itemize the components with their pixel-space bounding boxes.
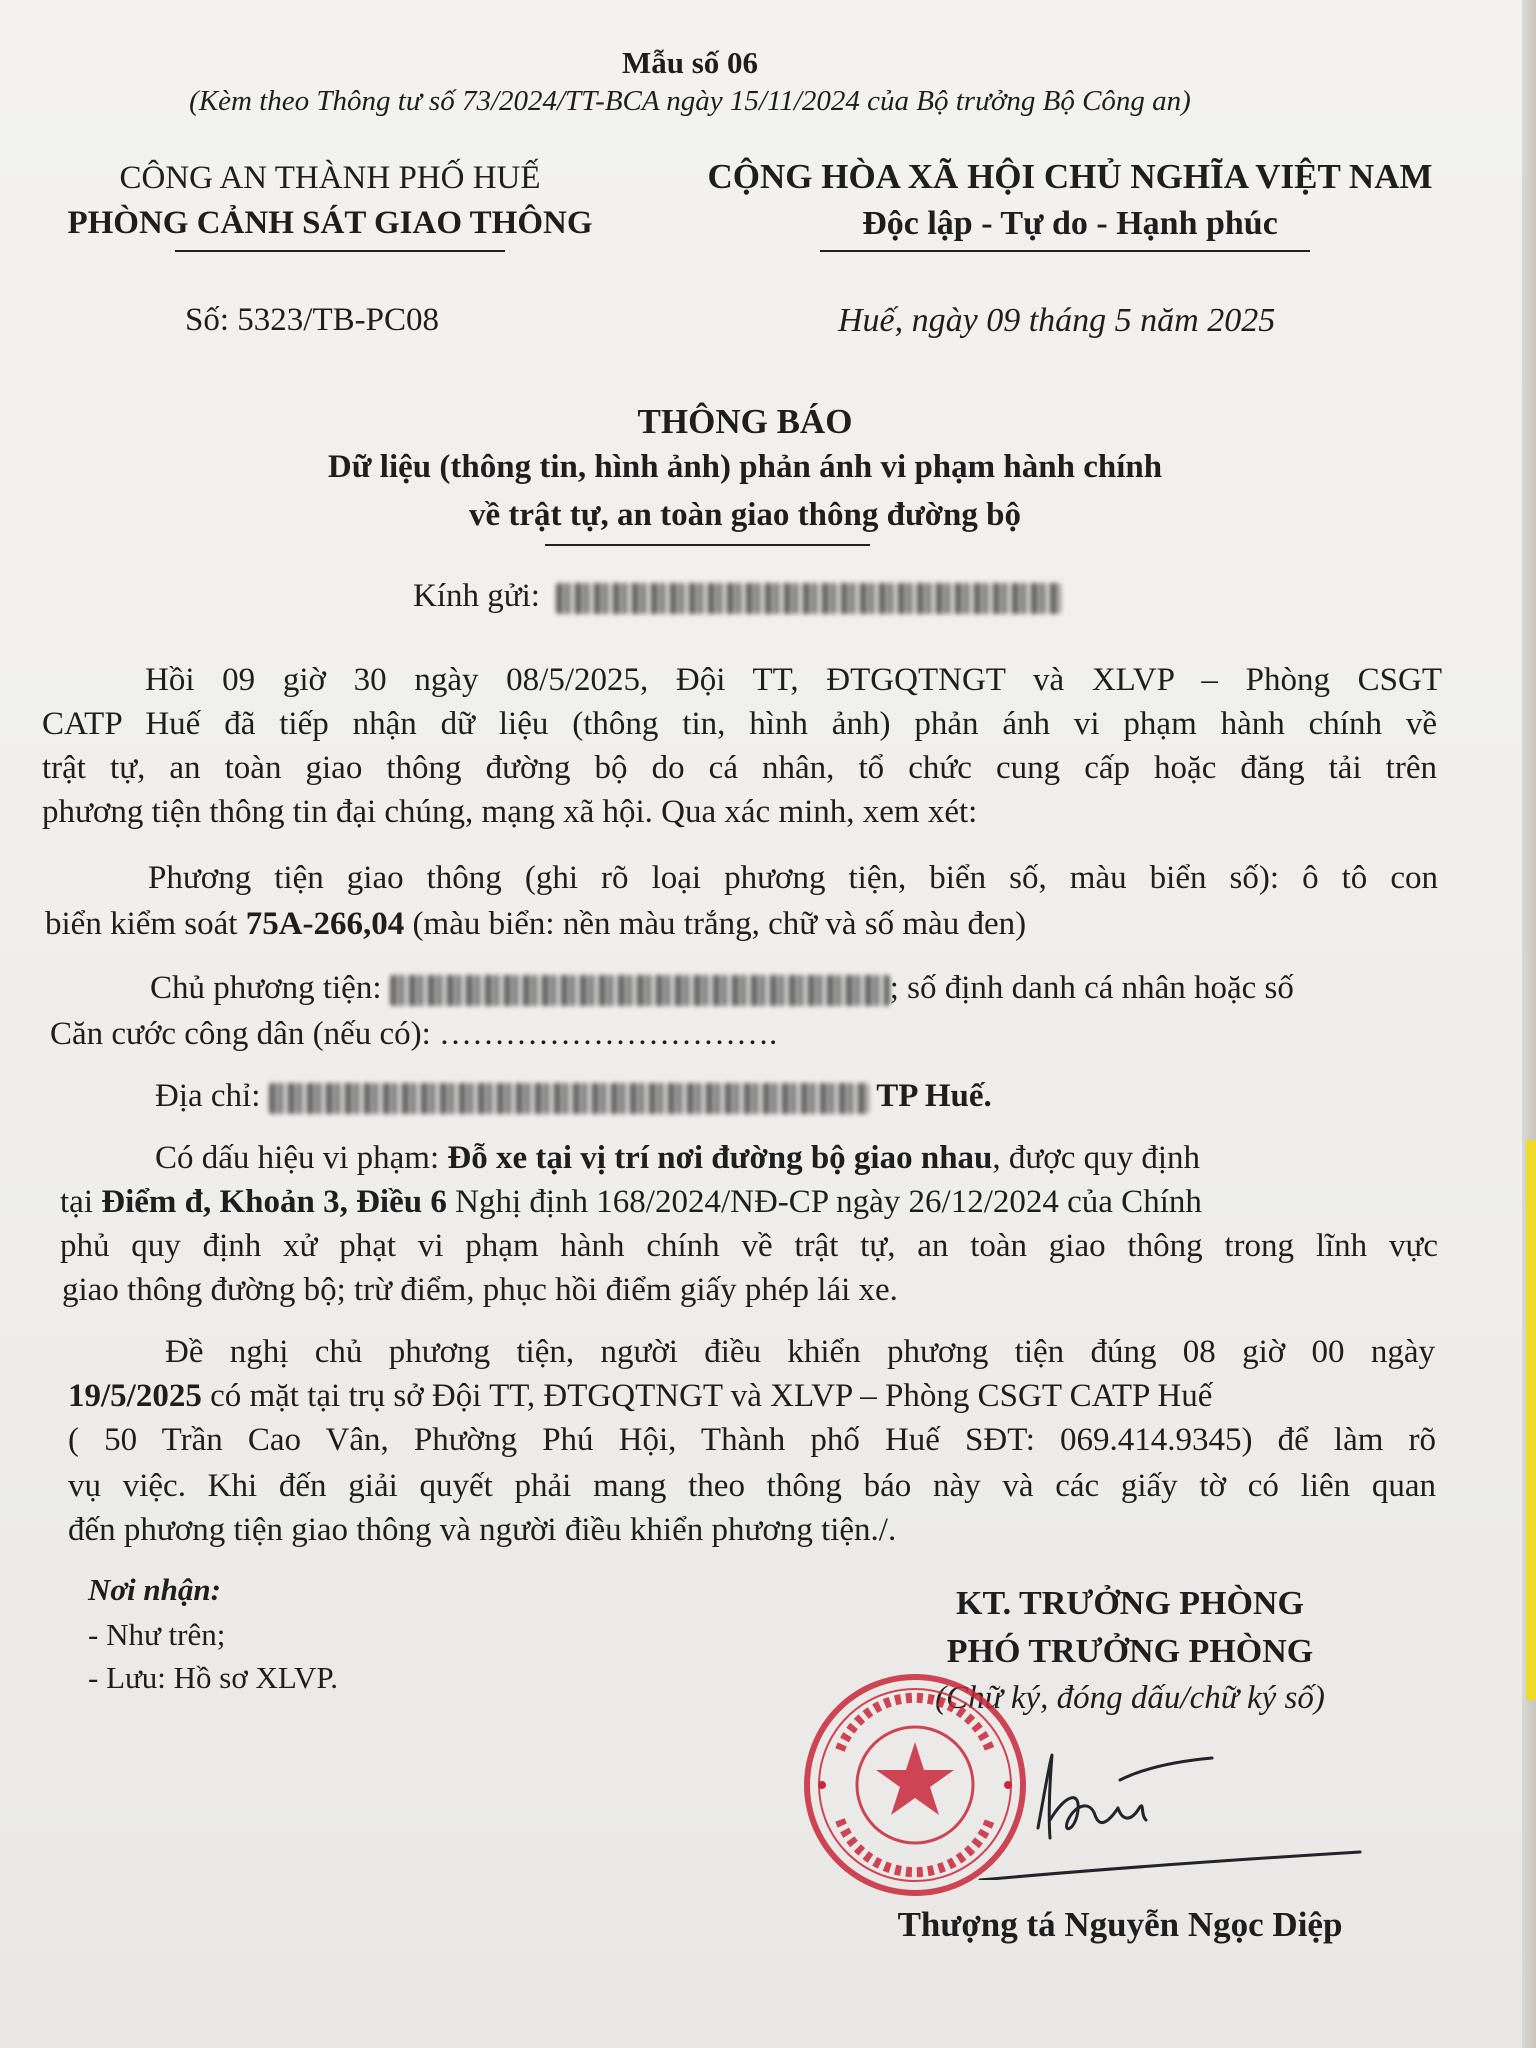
department-underline: [175, 250, 505, 252]
vehicle-line-2: biển kiểm soát 75A-266,04 (màu biển: nền màu trắng, chữ và số màu đen): [45, 906, 1027, 942]
paragraph-1-line-1: Hồi 09 giờ 30 ngày 08/5/2025, Đội TT, ĐTGQTNGT và XLVP – Phòng CSGT: [145, 662, 1442, 698]
law-line-3: giao thông đường bộ; trừ điểm, phục hồi điểm giấy phép lái xe.: [62, 1272, 898, 1308]
paragraph-1-line-2: CATP Huế đã tiếp nhận dữ liệu (thông tin, hình ảnh) phản ánh vi phạm hành chính về: [42, 706, 1437, 742]
law-line-2: phủ quy định xử phạt vi phạm hành chính về trật tự, an toàn giao thông trong lĩnh vực: [60, 1228, 1438, 1264]
appointment-date: 19/5/2025: [68, 1378, 202, 1414]
recipients-title: Nơi nhận:: [88, 1572, 221, 1607]
request-line-3: ( 50 Trần Cao Vân, Phường Phú Hội, Thành phố Huế SĐT: 069.414.9345) để làm rõ: [68, 1422, 1436, 1458]
violation-description: Đỗ xe tại vị trí nơi đường bộ giao nhau: [447, 1140, 993, 1176]
violation-line: Có dấu hiệu vi phạm: Đỗ xe tại vị trí nơi đường bộ giao nhau, được quy định: [155, 1140, 1201, 1176]
document-title: THÔNG BÁO: [637, 402, 853, 441]
signature-title-1: KT. TRƯỞNG PHÒNG: [956, 1585, 1304, 1622]
signer-name: Thượng tá Nguyễn Ngọc Diệp: [897, 1905, 1343, 1944]
form-number: Mẫu số 06: [621, 45, 759, 80]
redacted-owner-name: [390, 975, 890, 1006]
department-name: PHÒNG CẢNH SÁT GIAO THÔNG: [67, 205, 593, 241]
handwritten-signature: [950, 1720, 1370, 1880]
recipient-line: [413, 578, 1061, 615]
recipients-item-1: - Như trên;: [88, 1617, 226, 1652]
yellow-sticky-tab: [1526, 1140, 1536, 1700]
address-line: Địa chỉ: TP Huế.: [155, 1078, 992, 1114]
form-attachment-note: (Kèm theo Thông tư số 73/2024/TT-BCA ngày 15/11/2024 của Bộ trưởng Bộ Công an): [189, 85, 1191, 117]
title-underline: [545, 544, 870, 546]
document-subtitle-1: Dữ liệu (thông tin, hình ảnh) phản ánh vi phạm hành chính: [327, 449, 1163, 485]
vehicle-line-1: Phương tiện giao thông (ghi rõ loại phương tiện, biển số, màu biển số): ô tô con: [148, 860, 1438, 896]
redacted-recipient-name: [556, 583, 1061, 614]
license-plate: 75A-266,04: [245, 906, 405, 942]
signature-note: (Chữ ký, đóng dấu/chữ ký số): [935, 1680, 1325, 1716]
request-line-1: Đề nghị chủ phương tiện, người điều khiển phương tiện đúng 08 giờ 00 ngày: [165, 1334, 1435, 1370]
recipient-label: Kính gửi:: [413, 578, 540, 614]
agency-name: CÔNG AN THÀNH PHỐ HUẾ: [119, 160, 541, 196]
document-date: Huế, ngày 09 tháng 5 năm 2025: [838, 302, 1276, 339]
motto-underline: [820, 250, 1310, 252]
signature-title-2: PHÓ TRƯỞNG PHÒNG: [946, 1633, 1314, 1670]
law-line-1: tại Điểm đ, Khoản 3, Điều 6 Nghị định 168/2024/NĐ-CP ngày 26/12/2024 của Chính: [60, 1184, 1202, 1220]
document-subtitle-2: về trật tự, an toàn giao thông đường bộ: [468, 497, 1021, 533]
national-motto: Độc lập - Tự do - Hạnh phúc: [862, 205, 1278, 242]
document-number: Số: 5323/TB-PC08: [185, 302, 439, 338]
page-edge: [1522, 0, 1536, 2048]
request-line-2: 19/5/2025 có mặt tại trụ sở Đội TT, ĐTGQTNGT và XLVP – Phòng CSGT CATP Huế: [68, 1378, 1213, 1414]
owner-line: Chủ phương tiện: ; số định danh cá nhân hoặc số: [150, 970, 1294, 1006]
paragraph-1-line-3: trật tự, an toàn giao thông đường bộ do cá nhân, tổ chức cung cấp hoặc đăng tải trên: [42, 750, 1437, 786]
id-line: Căn cước công dân (nếu có): ………………………….: [50, 1016, 778, 1052]
redacted-address: [269, 1083, 869, 1114]
request-line-5: đến phương tiện giao thông và người điều khiển phương tiện./.: [68, 1512, 897, 1548]
paragraph-1-line-4: phương tiện thông tin đại chúng, mạng xã hội. Qua xác minh, xem xét:: [42, 794, 978, 830]
request-line-4: vụ việc. Khi đến giải quyết phải mang theo thông báo này và các giấy tờ có liên quan: [68, 1468, 1436, 1504]
recipients-item-2: - Lưu: Hồ sơ XLVP.: [88, 1660, 338, 1695]
national-title: CỘNG HÒA XÃ HỘI CHỦ NGHĨA VIỆT NAM: [707, 157, 1433, 196]
law-article: Điểm đ, Khoản 3, Điều 6: [101, 1184, 447, 1220]
